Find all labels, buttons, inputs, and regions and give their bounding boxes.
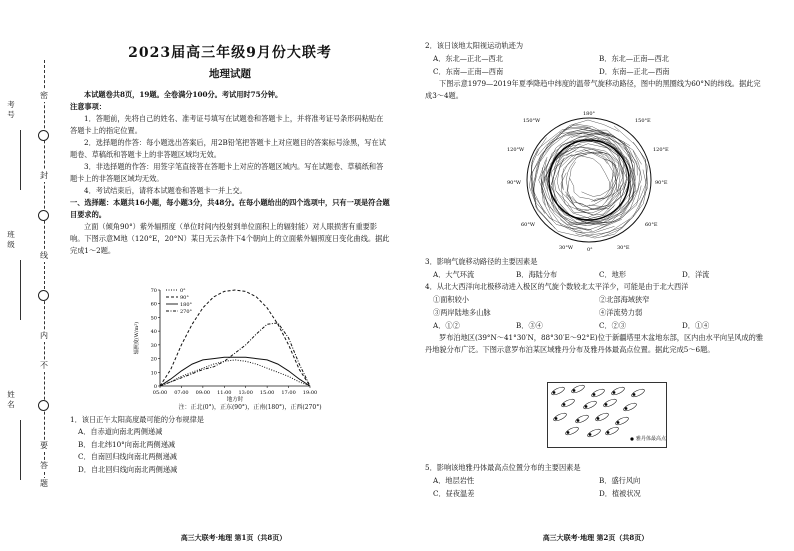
yardang-peak bbox=[593, 393, 595, 395]
y-axis-label: 辐照度(W/m²) bbox=[134, 321, 140, 355]
option-d[interactable]: D．植被状况 bbox=[599, 489, 641, 498]
seal-word: 答 bbox=[40, 461, 48, 470]
yardang-body bbox=[553, 412, 568, 423]
uv-irradiance-chart bbox=[130, 282, 330, 412]
option-b[interactable]: B．东北—正南—西北 bbox=[599, 54, 669, 63]
statement: ①面积较小 bbox=[433, 295, 469, 304]
yardang-body bbox=[565, 426, 580, 437]
yardang-body bbox=[561, 398, 576, 409]
map-label: 0° bbox=[587, 247, 593, 253]
series-line bbox=[160, 323, 310, 386]
series-line bbox=[160, 360, 310, 386]
section-heading: 一、选择题：本题共16小题，每小题3分，共48分。在每小题给出的四个选项中，只有一项是符合题目要求的。 bbox=[70, 198, 390, 219]
yardang-body bbox=[605, 426, 620, 437]
map-label: 90°E bbox=[655, 180, 668, 186]
exam-number-label: 考号 bbox=[7, 100, 15, 119]
legend-label: 0° bbox=[180, 288, 186, 294]
yardang-body bbox=[631, 388, 646, 399]
y-tick-label: 20 bbox=[150, 356, 157, 363]
passage: 下图示意1979—2019年夏季降趋中纬度的温带气旋移动路径，图中的黑圈线为60°N的纬线。据此完成3～4题。 bbox=[425, 79, 761, 100]
option-a[interactable]: A．地层岩性 bbox=[433, 476, 475, 485]
option-d[interactable]: D．①④ bbox=[682, 321, 710, 330]
yardang-body bbox=[591, 388, 606, 399]
yardang-peak bbox=[605, 403, 607, 405]
option-b[interactable]: B．盛行风向 bbox=[599, 476, 641, 485]
seal-circle bbox=[38, 400, 49, 411]
map-label: 90°W bbox=[507, 180, 522, 186]
question-5 bbox=[425, 462, 765, 500]
questions-3-4 bbox=[425, 256, 765, 356]
option-c[interactable]: C．地形 bbox=[599, 270, 627, 279]
option-c[interactable]: C．②③ bbox=[599, 321, 627, 330]
notice-item: 3．非选择题的作答：用签字笔直接答在答题卡上对应的答题区域内。写在试题卷、草稿纸和答题卡上的非答题区域均无效。 bbox=[70, 162, 384, 183]
cyclone-track-map bbox=[507, 108, 672, 253]
option-a[interactable]: A．东北—正北—西北 bbox=[433, 54, 503, 63]
option-b[interactable]: B．海陆分布 bbox=[516, 270, 558, 279]
statement: ②北部海域狭窄 bbox=[599, 295, 650, 304]
option-c[interactable]: C．东南—正南—西南 bbox=[433, 67, 504, 76]
seal-word: 线 bbox=[40, 251, 48, 260]
map-label: 120°W bbox=[507, 147, 525, 153]
yardang-peak bbox=[597, 417, 599, 419]
option-b[interactable]: B．自北纬10°向南北两侧递减 bbox=[78, 439, 176, 449]
map-label: 30°E bbox=[617, 245, 630, 251]
map-label: 150°E bbox=[635, 118, 651, 124]
option-a[interactable]: A．大气环流 bbox=[433, 270, 475, 279]
option-d[interactable]: D．自北回归线向南北两侧递减 bbox=[78, 464, 178, 474]
yardang-peak bbox=[563, 403, 565, 405]
question-text: 4．从北大西洋向北极移动进入极区的气旋个数较北太平洋少，可能是由于北大西洋 bbox=[425, 282, 689, 291]
statement: ④洋流势力弱 bbox=[599, 308, 643, 317]
yardang-peak bbox=[553, 391, 555, 393]
notice-item: 2．选择题的作答：每小题选出答案后，用2B铅笔把答题卡上对应题目的答案标号涂黑，写在试题卷、草稿纸和答题卡上的非答题区域均无效。 bbox=[70, 138, 386, 159]
x-tick-label: 15:00 bbox=[259, 390, 275, 396]
chart-caption: 注：正北(0°)，正东(90°)，正南(180°)，正西(270°) bbox=[178, 404, 322, 411]
yardang-body bbox=[575, 414, 590, 425]
series-line bbox=[160, 357, 310, 386]
seal-word: 内 bbox=[40, 331, 48, 340]
class-label: 班级 bbox=[7, 230, 15, 249]
map-label: 120°E bbox=[653, 147, 669, 153]
yardang-map bbox=[547, 382, 667, 448]
name-field[interactable] bbox=[20, 420, 21, 480]
notice-heading: 注意事项： bbox=[70, 102, 106, 111]
yardang-peak bbox=[589, 433, 591, 435]
statement: ③两岸陆地多山脉 bbox=[433, 308, 491, 317]
exam-number-field[interactable] bbox=[20, 130, 21, 190]
chart-legend bbox=[166, 288, 193, 315]
x-tick-label: 05:00 bbox=[152, 390, 168, 396]
binding-margin bbox=[0, 60, 60, 490]
passage: 罗布泊地区(39°N～41°30′N，88°30′E～92°E)位于新疆塔里木盆地东部，区内由水平向呈风成的雅丹地貌分布广泛。下图示意罗布泊某区域雅丹分布及雅丹体最高点位置。据此完成5～6题。 bbox=[425, 333, 764, 354]
seal-circle bbox=[38, 210, 49, 221]
option-d[interactable]: D．东南—正北—西南 bbox=[599, 67, 670, 76]
y-tick-label: 10 bbox=[150, 370, 157, 377]
yardang-peak bbox=[577, 419, 579, 421]
y-tick-label: 0 bbox=[153, 384, 157, 390]
page-footer: 高三大联考·地理 第2页（共8页） bbox=[542, 533, 649, 542]
yardang-peak bbox=[573, 389, 575, 391]
question-text: 1．该日正午太阳高度最可能的分布规律是 bbox=[70, 415, 204, 424]
seal-word: 封 bbox=[40, 171, 48, 180]
seal-word: 不 bbox=[40, 361, 48, 370]
option-c[interactable]: C．自南回归线向南北两侧递减 bbox=[78, 452, 177, 461]
yardang-peak bbox=[585, 405, 587, 407]
yardang-peak bbox=[567, 431, 569, 433]
legend-dot bbox=[630, 437, 633, 440]
yardang-peak bbox=[625, 407, 627, 409]
y-tick-label: 50 bbox=[150, 315, 157, 322]
notice-item: 1．答题前，先将自己的姓名、准考证号填写在试题卷和答题卡上，并将准考证号条形码粘贴在答题卡上的指定位置。 bbox=[70, 114, 384, 135]
seal-word: 密 bbox=[40, 91, 48, 100]
option-b[interactable]: B．③④ bbox=[516, 321, 543, 330]
notice-item: 4．考试结束后，请将本试题卷和答题卡一并上交。 bbox=[84, 186, 247, 195]
seal-word: 要 bbox=[40, 441, 48, 450]
yardang-body bbox=[583, 400, 598, 411]
exam-title: 2023届高三年级9月份大联考 bbox=[128, 45, 332, 61]
seal-circle bbox=[38, 290, 49, 301]
seal-word: 题 bbox=[40, 479, 48, 488]
x-tick-label: 09:00 bbox=[195, 390, 211, 396]
question-2 bbox=[425, 40, 765, 102]
class-field[interactable] bbox=[20, 260, 21, 320]
passage: 立面（倾角90°）紫外辐照度（单位时间内投射到单位面积上的辐射能）对人眼损害有重要影响。下图示意M地（120°E，20°N）某日无云条件下4个朝向上的立面紫外辐照度日变化曲线。据此完成1～2题。 bbox=[70, 222, 390, 255]
yardang-peak bbox=[555, 417, 557, 419]
map-label: 30°W bbox=[559, 245, 574, 251]
x-tick-label: 13:00 bbox=[238, 390, 253, 396]
seal-circle bbox=[38, 130, 49, 141]
x-tick-label: 11:00 bbox=[217, 390, 232, 396]
x-tick-label: 07:00 bbox=[174, 390, 189, 396]
seal-line bbox=[44, 60, 45, 490]
yardang-peak bbox=[617, 421, 619, 423]
yardang-peak bbox=[633, 393, 635, 395]
x-tick-label: 19:00 bbox=[302, 390, 318, 396]
legend-label: 雅丹体最高点 bbox=[636, 436, 667, 442]
x-axis-label: 地方时 bbox=[226, 397, 244, 403]
legend-label: 270° bbox=[180, 309, 193, 315]
intro-text: 本试题卷共8页，19题。全卷满分100分。考试用时75分钟。 bbox=[84, 90, 283, 99]
subject-title: 地理试题 bbox=[209, 68, 251, 80]
question-text: 5．影响该地雅丹体最高点位置分布的主要因素是 bbox=[425, 463, 581, 472]
yardang-body bbox=[595, 412, 610, 423]
legend-label: 180° bbox=[180, 302, 193, 308]
question-text: 2．该日该地太阳视运动轨迹为 bbox=[425, 41, 524, 50]
page-footer: 高三大联考·地理 第1页（共8页） bbox=[180, 533, 287, 542]
name-label: 姓名 bbox=[7, 390, 15, 409]
question-1 bbox=[70, 414, 390, 476]
yardang-body bbox=[611, 386, 626, 397]
y-tick-label: 60 bbox=[150, 301, 157, 308]
yardang-body bbox=[603, 398, 618, 409]
y-tick-label: 30 bbox=[150, 342, 157, 349]
legend-label: 90° bbox=[180, 295, 189, 301]
question-text: 3．影响气旋移动路径的主要因素是 bbox=[425, 257, 538, 266]
x-tick-label: 17:00 bbox=[281, 390, 296, 396]
yardang-body bbox=[587, 428, 602, 439]
option-a[interactable]: A．自赤道向南北两侧递减 bbox=[78, 427, 163, 436]
option-c[interactable]: C．昼夜温差 bbox=[433, 489, 475, 498]
yardang-peak bbox=[613, 391, 615, 393]
map-label: 60°W bbox=[521, 222, 536, 228]
yardang-peak bbox=[607, 431, 609, 433]
yardang-body bbox=[551, 386, 566, 397]
option-a[interactable]: A．①② bbox=[433, 321, 460, 330]
right-page bbox=[397, 0, 794, 551]
map-label: 150°W bbox=[523, 118, 541, 124]
map-label: 60°E bbox=[645, 222, 658, 228]
left-content bbox=[70, 42, 390, 257]
yardang-body bbox=[623, 402, 638, 413]
y-tick-label: 70 bbox=[150, 288, 157, 294]
map-label: 180° bbox=[582, 111, 596, 117]
yardang-body bbox=[615, 416, 630, 427]
yardang-body bbox=[571, 384, 586, 395]
option-d[interactable]: D．洋流 bbox=[682, 270, 710, 279]
y-tick-label: 40 bbox=[150, 329, 157, 336]
